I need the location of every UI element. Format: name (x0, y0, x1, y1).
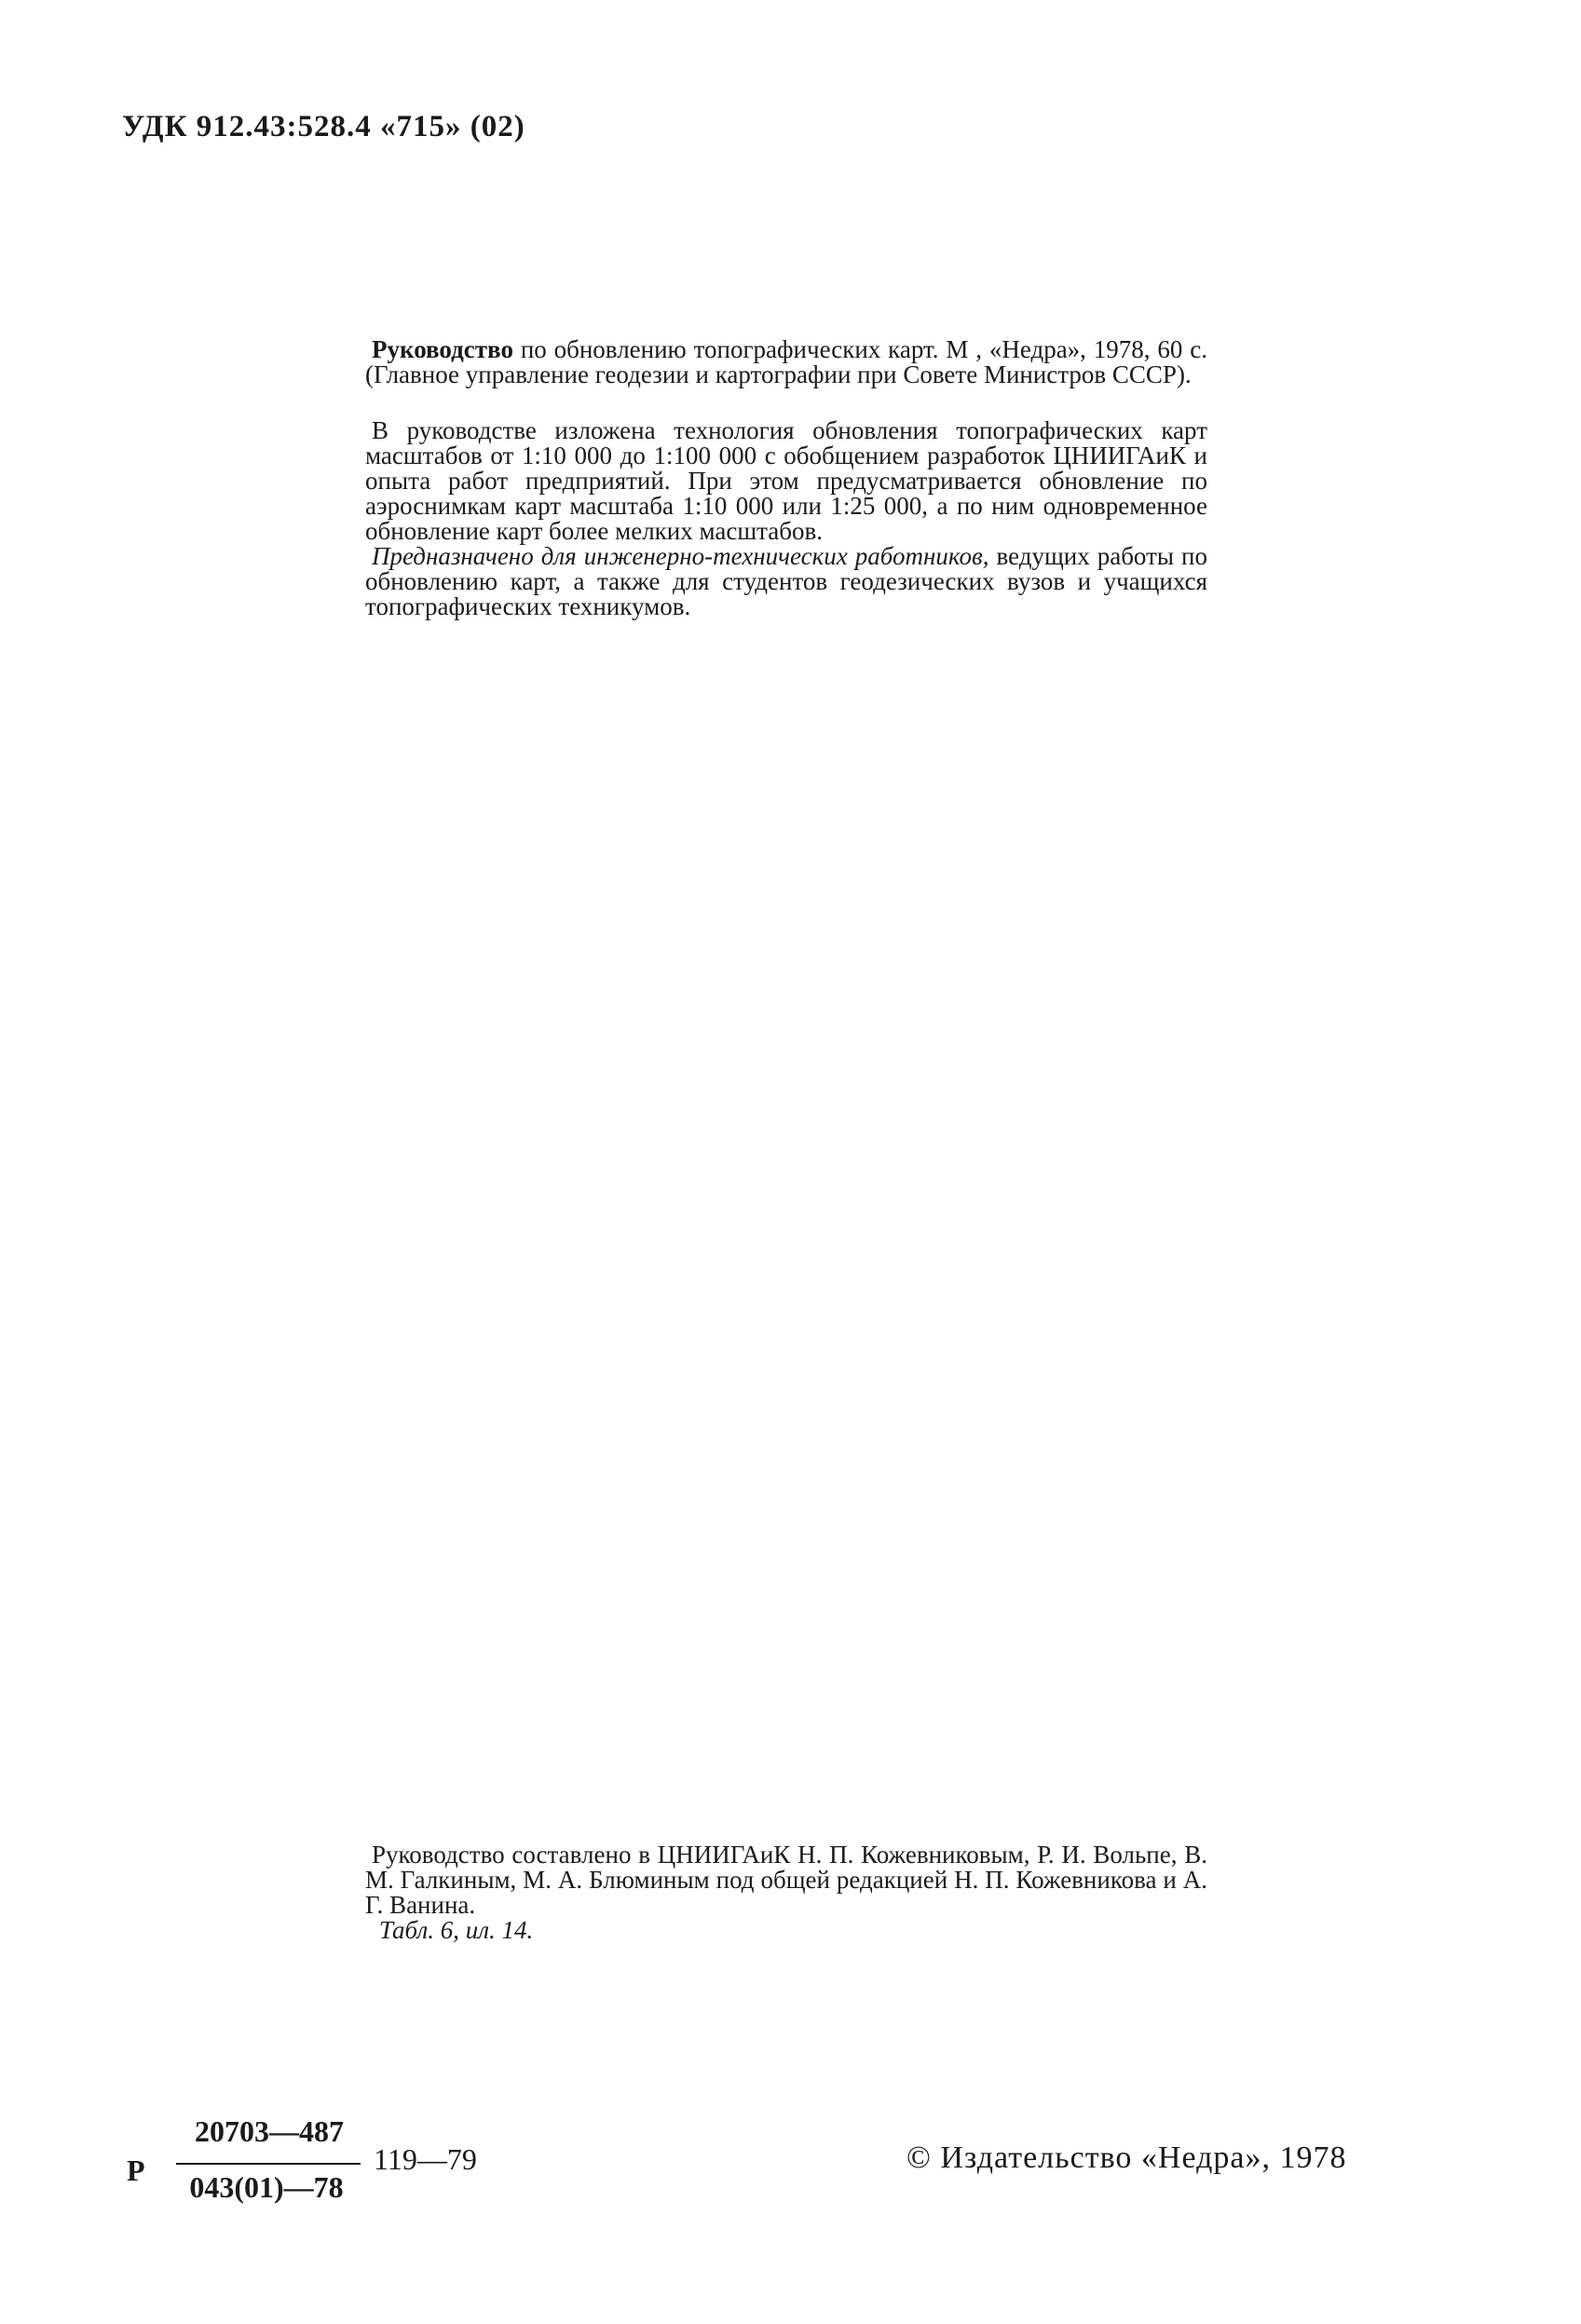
citation-paragraph (365, 337, 1207, 387)
paragraph-gap (365, 387, 1207, 418)
udk-code: УДК 912.43:528.4 «715» (02) (122, 110, 525, 143)
summary-paragraph: В руководстве изложена технология обновления топографических карт масштабов от 1:10 000 до 1:100 000 с обобщением разработок ЦНИИГАиК и опыта работ предприятий. При этом предусматривается обновление по аэроснимкам карт масштаба 1:10 000 или 1:25 000, а по ним одновременное обновление карт более мелких масштабов. (365, 416, 1207, 545)
tables-illustrations: Табл. 6, ил. 14. (379, 1916, 534, 1944)
imprint-index (122, 2114, 541, 2226)
audience-italic: Предназначено для инженерно-технических работников, (372, 542, 989, 570)
citation-text: по обновлению топографических карт. М , «Недра», 1978, 60 с. (Главное управление геодезии и картографии при Совете Министров СССР). (365, 335, 1207, 388)
imprint-numerator: 20703—487 (195, 2114, 344, 2148)
audience-paragraph (365, 544, 1207, 619)
fraction-line (176, 2163, 361, 2165)
audience-text: ведущих работы по обновлению карт, а также для студентов геодезических вузов и учащихся топографических техникумов. (365, 542, 1207, 620)
annotation-block (365, 337, 1207, 619)
citation-lead: Руководство (372, 335, 513, 363)
imprint-letter: Р (127, 2154, 145, 2187)
imprint-denominator: 043(01)—78 (189, 2170, 344, 2204)
credits-block (365, 1842, 1207, 1943)
copyright-notice: © Издательство «Недра», 1978 (906, 2141, 1347, 2175)
imprint-code: 119—79 (374, 2142, 477, 2176)
authors-paragraph: Руководство составлено в ЦНИИГАиК Н. П. Кожевниковым, Р. И. Вольпе, В. М. Галкиным, М. А. Блюминым под общей редакцией Н. П. Кожевникова и А. Г. Ванина. (365, 1841, 1207, 1919)
